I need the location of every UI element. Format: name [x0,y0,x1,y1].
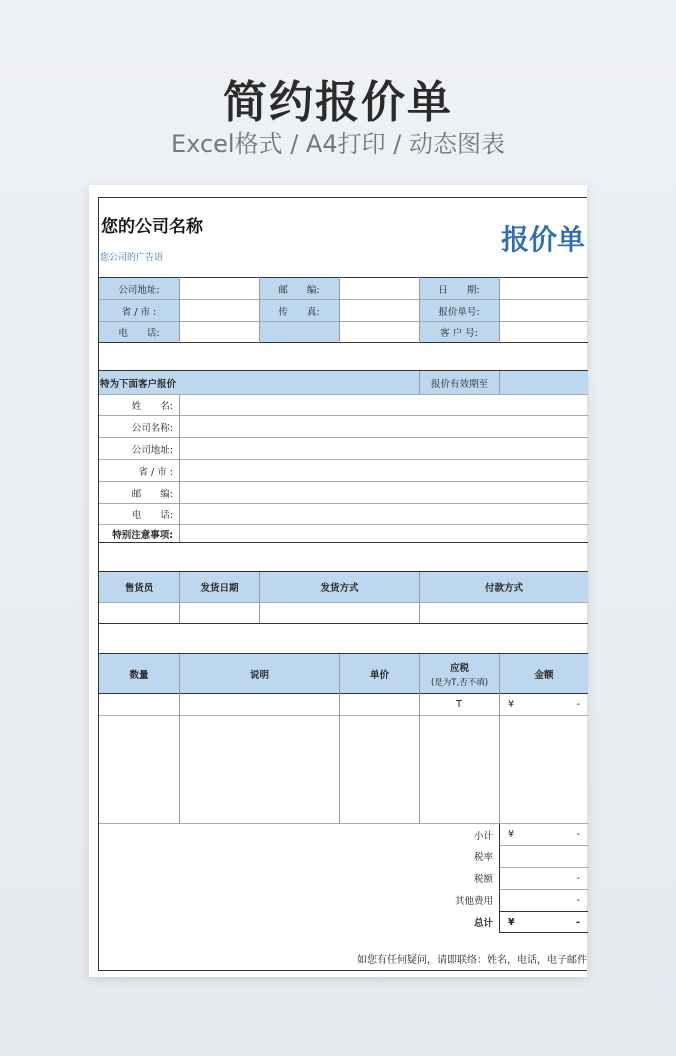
blank-field[interactable] [339,322,419,342]
ship-date-field[interactable] [179,603,259,623]
customer-phone-label: 电 话: [131,510,173,521]
customer-row [99,503,588,524]
fax-field[interactable] [339,300,419,321]
subtotal-row [99,823,588,845]
customer-number-label: 客 户 号: [419,322,499,342]
tax-amount-row [99,867,588,889]
divider [339,693,340,823]
customer-phone-field[interactable] [179,504,588,524]
company-slogan[interactable]: 您公司的广告语 [100,253,164,263]
sheet-frame [98,197,587,971]
shipping-header-row [99,571,588,602]
payment-method-field[interactable] [419,603,588,623]
seller-field[interactable] [99,603,179,623]
subtotal-value: - [576,829,580,840]
company-address-field[interactable] [179,278,259,299]
tax-amount-value: - [576,873,580,884]
phone-field[interactable] [179,322,259,342]
currency-symbol: ¥ [508,829,515,840]
hero-title: 简约报价单 [223,77,453,128]
postcode-label: 邮 编: [259,278,339,299]
ship-method-header: 发货方式 [259,572,419,602]
tax-amount-label: 税额 [473,874,493,885]
quote-number-field[interactable] [499,300,588,321]
total-row [99,911,588,933]
special-notes-field[interactable] [179,525,588,542]
company-address-label: 公司地址: [99,278,179,299]
other-fees-label: 其他费用 [454,896,493,907]
quote-number-label: 报价单号: [419,300,499,321]
customer-row [99,415,588,437]
tax-amount-cell[interactable] [499,867,588,889]
other-fees-row [99,889,588,911]
tax-rate-cell[interactable] [499,845,588,867]
desc-header: 说明 [179,654,339,693]
customer-postcode-label: 邮 编: [131,488,173,500]
other-fees-value: - [576,895,580,906]
customer-name-field[interactable] [179,395,588,415]
total-value: - [576,916,580,928]
doc-title: 报价单 [500,223,585,256]
company-name[interactable]: 您的公司名称 [101,217,203,237]
customer-row [99,459,588,481]
customer-row [99,524,588,543]
province-city-field[interactable] [179,300,259,321]
taxable-header-hint: (是为T,否不填) [430,677,489,688]
fax-label: 传 真: [259,300,339,321]
postcode-field[interactable] [339,278,419,299]
amount-cell[interactable] [499,694,588,715]
customer-section-title: 特为下面客户报价 [99,371,419,394]
tax-rate-label: 税率 [473,852,493,863]
divider [259,277,260,343]
divider [179,693,180,823]
valid-until-field[interactable] [499,371,588,394]
customer-header-row [99,370,588,394]
divider [419,277,420,343]
divider [339,277,340,343]
customer-row [99,437,588,459]
divider [179,277,180,343]
info-row-3 [99,321,588,343]
tax-rate-row [99,845,588,867]
item-row [99,693,588,715]
currency-symbol: ¥ [508,699,515,710]
contact-note: 如您有任何疑问，请即联络：姓名，电话，电子邮件 [357,955,587,966]
amount-value: - [576,699,580,710]
customer-postcode-field[interactable] [179,482,588,503]
shipping-value-row [99,602,588,624]
info-row-1 [99,277,588,299]
subtotal-cell[interactable] [499,824,588,845]
item-row-blank [99,715,588,823]
customer-company-label: 公司名称: [131,422,173,434]
valid-until-label: 报价有效期至 [419,371,499,394]
qty-header: 数量 [99,654,179,693]
total-label: 总计 [473,918,493,929]
total-cell[interactable] [499,911,588,933]
ship-method-field[interactable] [259,603,419,623]
blank-label [259,322,339,342]
taxable-header [419,654,499,693]
divider [499,693,500,823]
customer-row [99,481,588,503]
date-field[interactable] [499,278,588,299]
customer-province-field[interactable] [179,460,588,481]
date-label: 日 期: [419,278,499,299]
amount-header: 金额 [499,654,588,693]
taxable-flag[interactable]: T [456,699,462,710]
taxable-header-label: 应税 [449,662,469,674]
customer-company-field[interactable] [179,416,588,437]
seller-header: 售货员 [99,572,179,602]
info-row-2 [99,299,588,321]
province-city-label: 省 / 市 : [99,300,179,321]
quote-sheet [89,185,587,977]
subtotal-label: 小计 [473,830,493,842]
unit-price-header: 单价 [339,654,419,693]
items-header-row [99,653,588,693]
ship-date-header: 发货日期 [179,572,259,602]
phone-label: 电 话: [99,322,179,342]
customer-row [99,394,588,415]
currency-symbol: ¥ [508,916,515,928]
customer-name-label: 姓 名: [131,401,173,412]
special-notes-label: 特别注意事项: [112,529,173,541]
customer-province-label: 省 / 市 : [138,466,173,478]
customer-address-label: 公司地址: [131,444,173,456]
customer-address-field[interactable] [179,438,588,459]
customer-number-field[interactable] [499,322,588,342]
divider [419,693,420,823]
divider [499,277,500,343]
hero-subtitle: Excel格式 / A4打印 / 动态图表 [171,130,505,158]
other-fees-cell[interactable] [499,889,588,911]
payment-method-header: 付款方式 [419,572,588,602]
